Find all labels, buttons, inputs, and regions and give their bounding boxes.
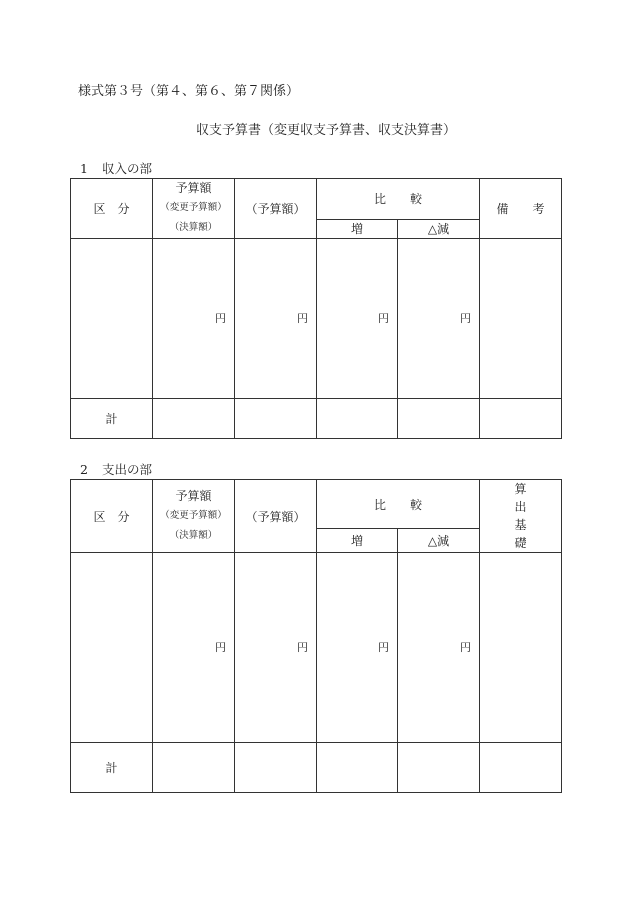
- expense-section-number: 2: [80, 462, 88, 477]
- expense-section-heading: [80, 462, 152, 477]
- income-table: [70, 178, 562, 439]
- expense-budget-cell: [153, 553, 235, 743]
- income-header-budget: [153, 179, 235, 239]
- income-header-increase: 増: [317, 219, 398, 238]
- expense-table: [70, 479, 575, 793]
- expense-prior-budget-cell: [235, 553, 317, 743]
- income-section-number: 1: [80, 161, 88, 176]
- expense-header-basis-line1: 算 出: [514, 482, 575, 514]
- income-total-prior-budget: [235, 399, 317, 439]
- income-header-category: 区 分: [71, 179, 153, 239]
- income-total-budget: [153, 399, 235, 439]
- income-section-title: 収入の部: [102, 161, 153, 176]
- expense-header-budget-main: 予算額: [175, 488, 212, 503]
- income-category-cell: [71, 239, 153, 399]
- expense-entry-row: [71, 553, 562, 743]
- income-prior-budget-cell: [235, 239, 317, 399]
- income-decrease-cell: [398, 239, 480, 399]
- expense-basis-cell: [480, 553, 562, 743]
- income-total-decrease: [398, 399, 480, 439]
- expense-section-title: 支出の部: [102, 462, 153, 477]
- expense-header-decrease: △減: [398, 529, 480, 553]
- income-header-budget-settled: （決算額）: [169, 222, 218, 233]
- expense-header-category: 区 分: [71, 480, 153, 553]
- income-budget-unit: 円: [215, 311, 226, 325]
- expense-total-budget: [153, 743, 235, 793]
- expense-increase-unit: 円: [378, 640, 389, 654]
- expense-header-budget: [153, 480, 235, 553]
- income-section-heading: [80, 161, 152, 176]
- expense-prior-budget-unit: 円: [297, 640, 308, 654]
- expense-total-decrease: [398, 743, 480, 793]
- income-total-increase: [317, 399, 398, 439]
- expense-header-prior-budget: （予算額）: [235, 480, 317, 553]
- expense-header-increase: 増: [317, 529, 398, 553]
- income-increase-cell: [317, 239, 398, 399]
- expense-increase-cell: [317, 553, 398, 743]
- income-remarks-cell: [480, 239, 562, 399]
- income-total-row: [71, 399, 562, 439]
- expense-header-budget-settled: （決算額）: [169, 529, 218, 541]
- document-title: 収支予算書（変更収支予算書、収支決算書）: [196, 123, 457, 138]
- income-header-remarks: 備 考: [480, 179, 562, 239]
- income-decrease-unit: 円: [460, 311, 472, 325]
- expense-decrease-unit: 円: [460, 640, 472, 654]
- income-entry-row: [71, 239, 562, 399]
- expense-header-basis: [480, 480, 575, 553]
- income-header-decrease: △減: [398, 219, 480, 238]
- expense-total-basis: [480, 743, 562, 793]
- form-number: 様式第３号（第４、第６、第７関係）: [78, 84, 300, 99]
- income-total-label: 計: [71, 399, 153, 439]
- income-header-prior-budget: （予算額）: [235, 179, 317, 239]
- expense-budget-unit: 円: [215, 640, 226, 654]
- expense-header-basis-line2: 基 礎: [514, 518, 575, 550]
- income-header-budget-main: 予算額: [175, 181, 212, 195]
- expense-header-budget-revised: （変更予算額）: [160, 509, 227, 521]
- income-header-comparison: 比 較: [317, 179, 480, 220]
- expense-decrease-cell: [398, 553, 480, 743]
- expense-header-comparison: 比 較: [317, 480, 480, 529]
- expense-total-row: [71, 743, 562, 793]
- expense-total-prior-budget: [235, 743, 317, 793]
- expense-total-label: 計: [71, 743, 153, 793]
- income-budget-cell: [153, 239, 235, 399]
- income-total-remarks: [480, 399, 562, 439]
- expense-category-cell: [71, 553, 153, 743]
- expense-total-increase: [317, 743, 398, 793]
- income-prior-budget-unit: 円: [297, 311, 308, 325]
- income-increase-unit: 円: [378, 311, 389, 325]
- income-header-budget-revised: （変更予算額）: [160, 202, 227, 213]
